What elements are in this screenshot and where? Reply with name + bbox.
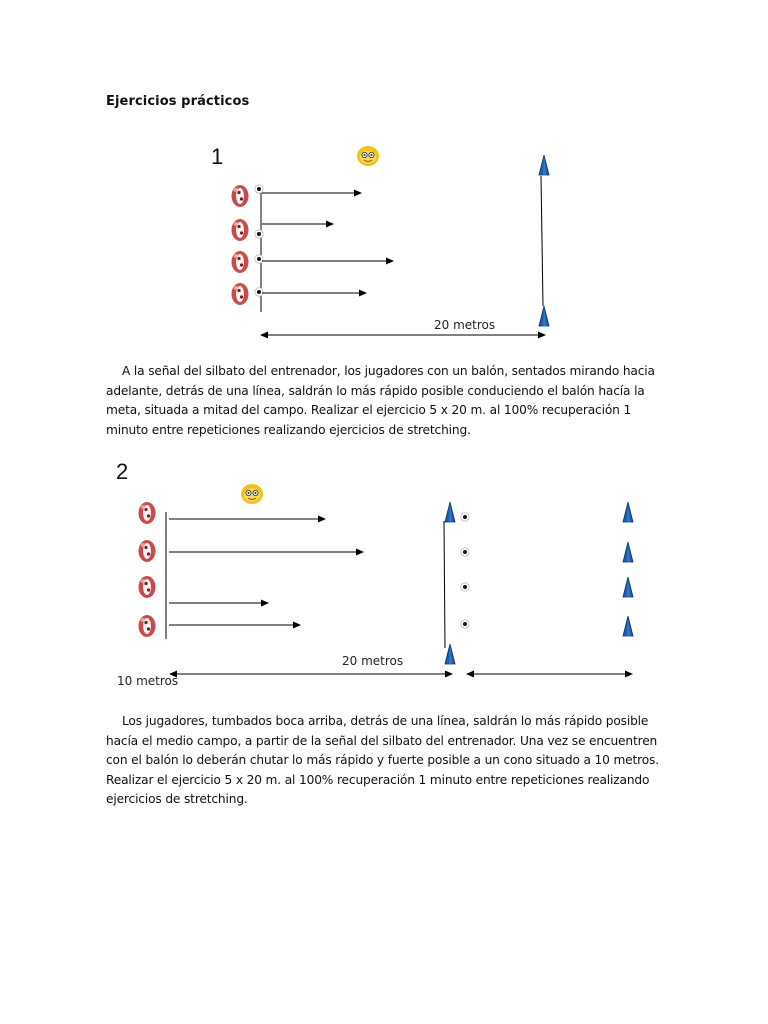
exercise-1-number: 1	[211, 144, 224, 169]
player-icon	[232, 251, 249, 273]
cone-icon	[539, 306, 549, 326]
ball-icon	[461, 513, 469, 521]
ball-icon	[461, 620, 469, 628]
midfield-line	[444, 521, 445, 648]
player-icon	[232, 185, 249, 207]
exercise-2-distance-label-10: 10 metros	[117, 674, 179, 688]
exercise-1-diagram	[232, 146, 550, 335]
exercise-2-number: 2	[116, 459, 129, 484]
player-icon	[232, 283, 249, 305]
cone-icon	[445, 502, 455, 522]
goal-line	[541, 176, 543, 306]
exercise-2-diagram	[139, 484, 634, 674]
player-icon	[139, 615, 156, 637]
exercise-2-distance-label-20: 20 metros	[342, 654, 404, 668]
exercise-1-description: A la señal del silbato del entrenador, los jugadores con un balón, sentados mirando hacia adelante, detrás de una línea, saldrán lo más rápido posible conduciendo el balón hacía la meta, situada a mitad del campo. Realizar el ejercicio 5 x 20 m. al 100% recuperación 1 minuto entre repeticiones realizando ejercicios de stretching.	[106, 364, 655, 437]
ball-icon	[255, 288, 263, 296]
coach-icon	[241, 484, 263, 504]
cone-icon	[623, 577, 633, 597]
player-icon	[232, 219, 249, 241]
cone-icon	[623, 502, 633, 522]
cone-icon	[445, 644, 455, 664]
coach-icon	[357, 146, 379, 166]
player-icon	[139, 540, 156, 562]
page-heading: Ejercicios prácticos	[106, 94, 250, 109]
ball-icon	[461, 548, 469, 556]
player-icon	[139, 576, 156, 598]
exercise-1-distance-label: 20 metros	[434, 318, 496, 332]
cone-icon	[623, 616, 633, 636]
ball-icon	[255, 185, 263, 193]
ball-icon	[255, 230, 263, 238]
ball-icon	[461, 583, 469, 591]
cone-icon	[623, 542, 633, 562]
exercise-2-description: Los jugadores, tumbados boca arriba, detrás de una línea, saldrán lo más rápido posible hacía el medio campo, a partir de la señal del silbato del entrenador. Una vez se encuentren con el balón lo deberán chutar lo más rápido y fuerte posible a un cono situado a 10 metros. Realizar el ejercicio 5 x 20 m. al 100% recuperación 1 minuto entre repeticiones realizando ejercicios de stretching.	[106, 714, 659, 806]
cone-icon	[539, 155, 549, 175]
ball-icon	[255, 255, 263, 263]
player-icon	[139, 502, 156, 524]
